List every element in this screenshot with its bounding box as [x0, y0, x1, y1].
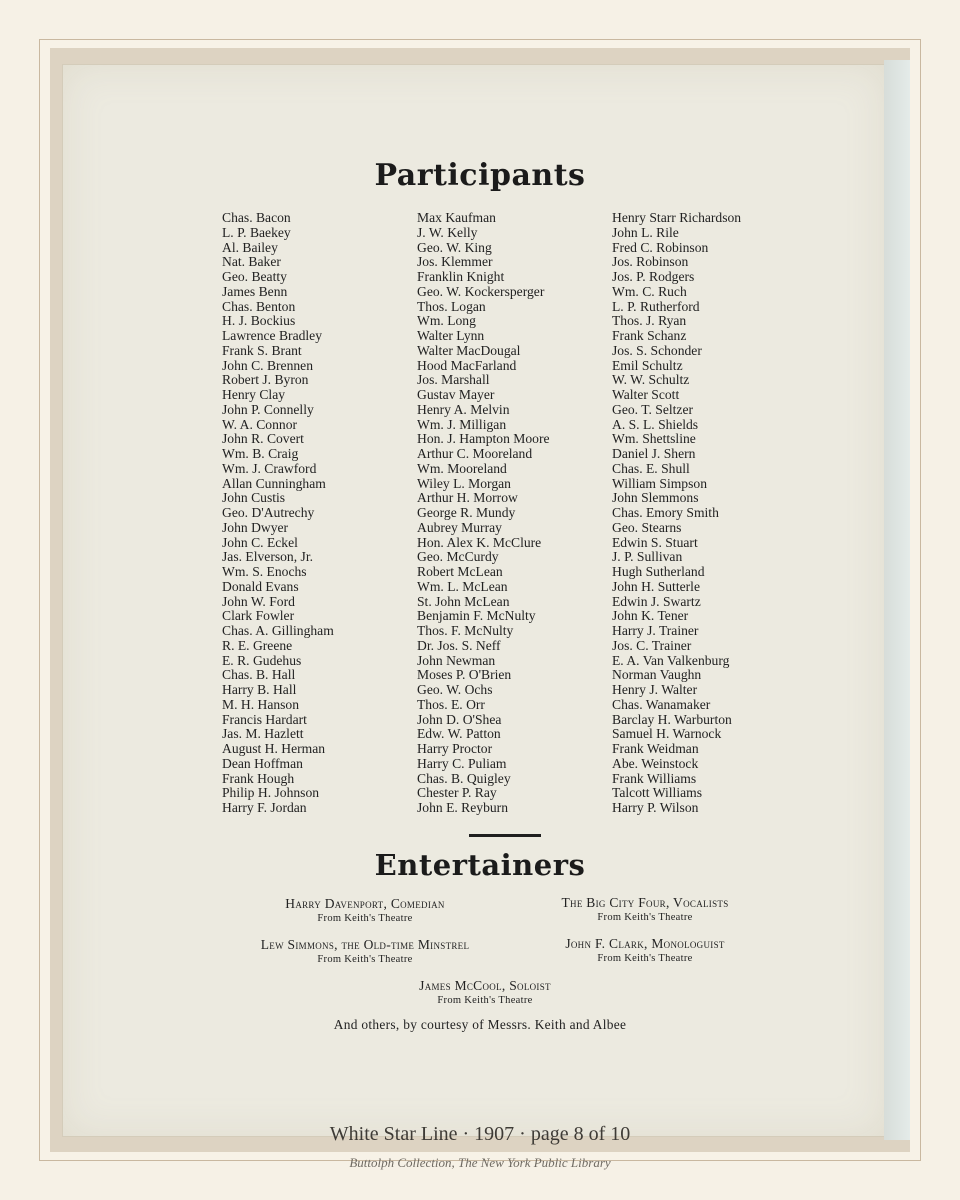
participant-name: Wiley L. Morgan — [417, 475, 511, 491]
participant-name: Allan Cunningham — [222, 475, 326, 491]
entertainer-entry — [232, 937, 498, 966]
participant-name: Francis Hardart — [222, 711, 307, 727]
participant-name: Chas. A. Gillingham — [222, 623, 334, 638]
participant-name: Fred C. Robinson — [612, 239, 709, 255]
participant-name: St. John McLean — [417, 593, 510, 609]
participant-name: Wm. S. Enochs — [222, 564, 307, 579]
participant-name: W. A. Connor — [222, 416, 298, 432]
courtesy-note: And others, by courtesy of Messrs. Keith and Albee — [333, 1017, 627, 1032]
participant-name: L. P. Rutherford — [612, 298, 700, 314]
participant-name: Geo. W. Kockersperger — [417, 283, 545, 299]
participant-name: Philip H. Johnson — [222, 785, 320, 801]
entertainer-name: Lew Simmons, the Old-time Minstrel — [260, 937, 470, 952]
participants-column-2 — [417, 211, 550, 816]
participant-name: Harry Proctor — [417, 741, 493, 756]
entertainer-name: John F. Clark, Monologuist — [565, 936, 725, 951]
participant-name: Aubrey Murray — [417, 519, 502, 535]
entertainer-entry — [520, 895, 770, 924]
participant-name: John W. Ford — [222, 593, 295, 609]
entertainer-entry — [240, 896, 490, 925]
participant-name: Henry A. Melvin — [417, 401, 510, 417]
participant-name: Chas. B. Hall — [222, 667, 296, 683]
participant-name: Edw. W. Patton — [417, 726, 501, 742]
participant-name: Harry F. Jordan — [222, 800, 307, 815]
participant-name: Henry Clay — [222, 387, 286, 402]
participant-name: Wm. B. Craig — [222, 446, 299, 461]
participant-name: Gustav Mayer — [417, 387, 495, 402]
entertainer-source: From Keith's Theatre — [317, 954, 413, 965]
entertainer-source: From Keith's Theatre — [597, 912, 693, 923]
entertainer-entry — [520, 936, 770, 965]
participant-name: Edwin J. Swartz — [612, 593, 701, 609]
participant-name: August H. Herman — [222, 741, 326, 756]
participant-name: Chas. Wanamaker — [612, 696, 711, 712]
participant-name: L. P. Baekey — [222, 224, 291, 240]
participant-name: John D. O'Shea — [417, 711, 502, 727]
participant-name: Frank Schanz — [612, 328, 687, 343]
participant-name: Hood MacFarland — [417, 357, 517, 373]
participant-name: J. P. Sullivan — [612, 549, 683, 565]
entertainer-source: From Keith's Theatre — [597, 953, 693, 964]
entertainer-name: James McCool, Soloist — [419, 978, 551, 993]
participant-name: Dean Hoffman — [222, 755, 303, 771]
participant-name: John C. Eckel — [222, 534, 298, 550]
participant-name: John R. Covert — [222, 431, 304, 447]
participant-name: James Benn — [222, 283, 288, 299]
participant-name: Arthur C. Mooreland — [417, 446, 533, 461]
participant-name: John K. Tener — [612, 608, 689, 624]
participant-name: Barclay H. Warburton — [612, 711, 732, 727]
participant-name: Geo. T. Seltzer — [612, 401, 694, 417]
participant-name: John C. Brennen — [222, 357, 313, 373]
participant-name: Franklin Knight — [417, 269, 505, 284]
participant-name: Clark Fowler — [222, 608, 295, 624]
participant-name: John H. Sutterle — [612, 578, 700, 594]
participant-name: Thos. E. Orr — [417, 696, 485, 712]
participant-name: John P. Connelly — [222, 401, 314, 417]
participant-name: Samuel H. Warnock — [612, 726, 722, 742]
participant-name: Max Kaufman — [417, 210, 496, 225]
participant-name: Geo. Beatty — [222, 269, 287, 284]
participants-column-1 — [222, 211, 334, 816]
participant-name: Thos. Logan — [417, 298, 486, 314]
participant-name: Harry P. Wilson — [612, 800, 699, 815]
participant-name: Wm. L. McLean — [417, 578, 508, 594]
participant-name: Emil Schultz — [612, 357, 683, 373]
entertainer-source: From Keith's Theatre — [437, 995, 533, 1006]
participant-name: Hon. J. Hampton Moore — [417, 431, 550, 447]
participant-name: Frank Williams — [612, 770, 697, 786]
participant-name: Norman Vaughn — [612, 667, 702, 683]
participant-name: Walter Scott — [612, 387, 680, 402]
participant-name: Chas. E. Shull — [612, 460, 690, 476]
participant-name: Hugh Sutherland — [612, 564, 705, 579]
participant-name: John Newman — [417, 652, 496, 668]
participant-name: Chas. Bacon — [222, 210, 291, 225]
entertainer-source: From Keith's Theatre — [317, 913, 413, 924]
entertainer-name: The Big City Four, Vocalists — [561, 895, 729, 910]
participant-name: Daniel J. Shern — [612, 446, 696, 461]
participant-name: Benjamin F. McNulty — [417, 608, 536, 624]
participant-name: Jos. Marshall — [417, 372, 490, 388]
participant-name: Chas. Emory Smith — [612, 505, 719, 520]
participant-name: W. W. Schultz — [612, 372, 690, 388]
participant-name: Frank Hough — [222, 770, 295, 786]
participant-name: Robert McLean — [417, 564, 503, 579]
participant-name: John Dwyer — [222, 519, 289, 535]
participant-name: Chas. Benton — [222, 298, 296, 314]
participant-name: Geo. Stearns — [612, 519, 682, 535]
participant-name: Jos. S. Schonder — [612, 342, 702, 358]
participant-name: R. E. Greene — [222, 637, 293, 653]
participant-name: Geo. W. King — [417, 239, 492, 255]
participant-name: Abe. Weinstock — [612, 755, 699, 771]
participant-name: Jos. Robinson — [612, 254, 689, 270]
entertainer-name: Harry Davenport, Comedian — [285, 896, 445, 911]
participant-name: Wm. Shettsline — [612, 431, 696, 447]
participant-name: Walter MacDougal — [417, 342, 521, 358]
entertainer-entry — [360, 978, 610, 1007]
participant-name: John L. Rile — [612, 224, 679, 240]
page-caption: White Star Line · 1907 · page 8 of 10 — [329, 1123, 631, 1145]
participant-name: Jas. Elverson, Jr. — [222, 549, 313, 565]
participant-name: Thos. F. McNulty — [417, 623, 514, 638]
participant-name: Wm. Mooreland — [417, 460, 507, 476]
participant-name: M. H. Hanson — [222, 696, 300, 712]
participant-name: Wm. J. Crawford — [222, 460, 317, 476]
participant-name: Lawrence Bradley — [222, 328, 323, 343]
participant-name: Geo. McCurdy — [417, 549, 499, 565]
participant-name: Geo. D'Autrechy — [222, 505, 315, 520]
participant-name: Thos. J. Ryan — [612, 313, 687, 329]
participant-name: Henry Starr Richardson — [612, 210, 742, 225]
participant-name: E. A. Van Valkenburg — [612, 652, 730, 668]
participant-name: H. J. Bockius — [222, 313, 296, 329]
participant-name: Jos. P. Rodgers — [612, 269, 695, 284]
participant-name: Wm. C. Ruch — [612, 283, 687, 299]
participant-name: E. R. Gudehus — [222, 652, 302, 668]
participant-name: Robert J. Byron — [222, 372, 309, 388]
paper-edge — [884, 60, 910, 1140]
participant-name: William Simpson — [612, 475, 707, 491]
collection-credit: Buttolph Collection, The New York Public Library — [349, 1155, 611, 1170]
participant-name: Jos. Klemmer — [417, 254, 493, 270]
participant-name: Walter Lynn — [417, 328, 485, 343]
participants-column-3 — [612, 211, 741, 816]
participant-name: Edwin S. Stuart — [612, 534, 698, 550]
participant-name: J. W. Kelly — [417, 224, 478, 240]
participant-name: Frank Weidman — [612, 741, 699, 756]
participant-name: Dr. Jos. S. Neff — [417, 637, 501, 653]
participant-name: Jas. M. Hazlett — [222, 726, 304, 742]
participant-name: Chas. B. Quigley — [417, 770, 511, 786]
participant-name: John Slemmons — [612, 490, 699, 506]
participant-name: Frank S. Brant — [222, 342, 302, 358]
participant-name: Donald Evans — [222, 578, 299, 594]
participant-name: George R. Mundy — [417, 505, 516, 520]
participant-name: Geo. W. Ochs — [417, 682, 493, 697]
section-divider — [469, 834, 541, 837]
entertainers-heading: Entertainers — [374, 848, 586, 882]
participant-name: Harry B. Hall — [222, 682, 297, 697]
participant-name: Wm. J. Milligan — [417, 416, 507, 432]
participant-name: Harry J. Trainer — [612, 623, 699, 638]
participant-name: Arthur H. Morrow — [417, 490, 518, 506]
participant-name: Al. Bailey — [222, 239, 278, 255]
participant-name: Wm. Long — [417, 313, 476, 329]
participant-name: John E. Reyburn — [417, 800, 508, 815]
participant-name: Henry J. Walter — [612, 682, 698, 697]
participant-name: Talcott Williams — [612, 785, 702, 801]
participant-name: A. S. L. Shields — [612, 416, 699, 432]
participant-name: Nat. Baker — [222, 254, 281, 270]
participant-name: Hon. Alex K. McClure — [417, 534, 542, 550]
participant-name: Jos. C. Trainer — [612, 637, 692, 653]
participant-name: Harry C. Puliam — [417, 755, 507, 771]
participants-heading: Participants — [374, 158, 586, 193]
participant-name: Moses P. O'Brien — [417, 667, 512, 683]
participant-name: John Custis — [222, 490, 286, 506]
participant-name: Chester P. Ray — [417, 785, 497, 801]
